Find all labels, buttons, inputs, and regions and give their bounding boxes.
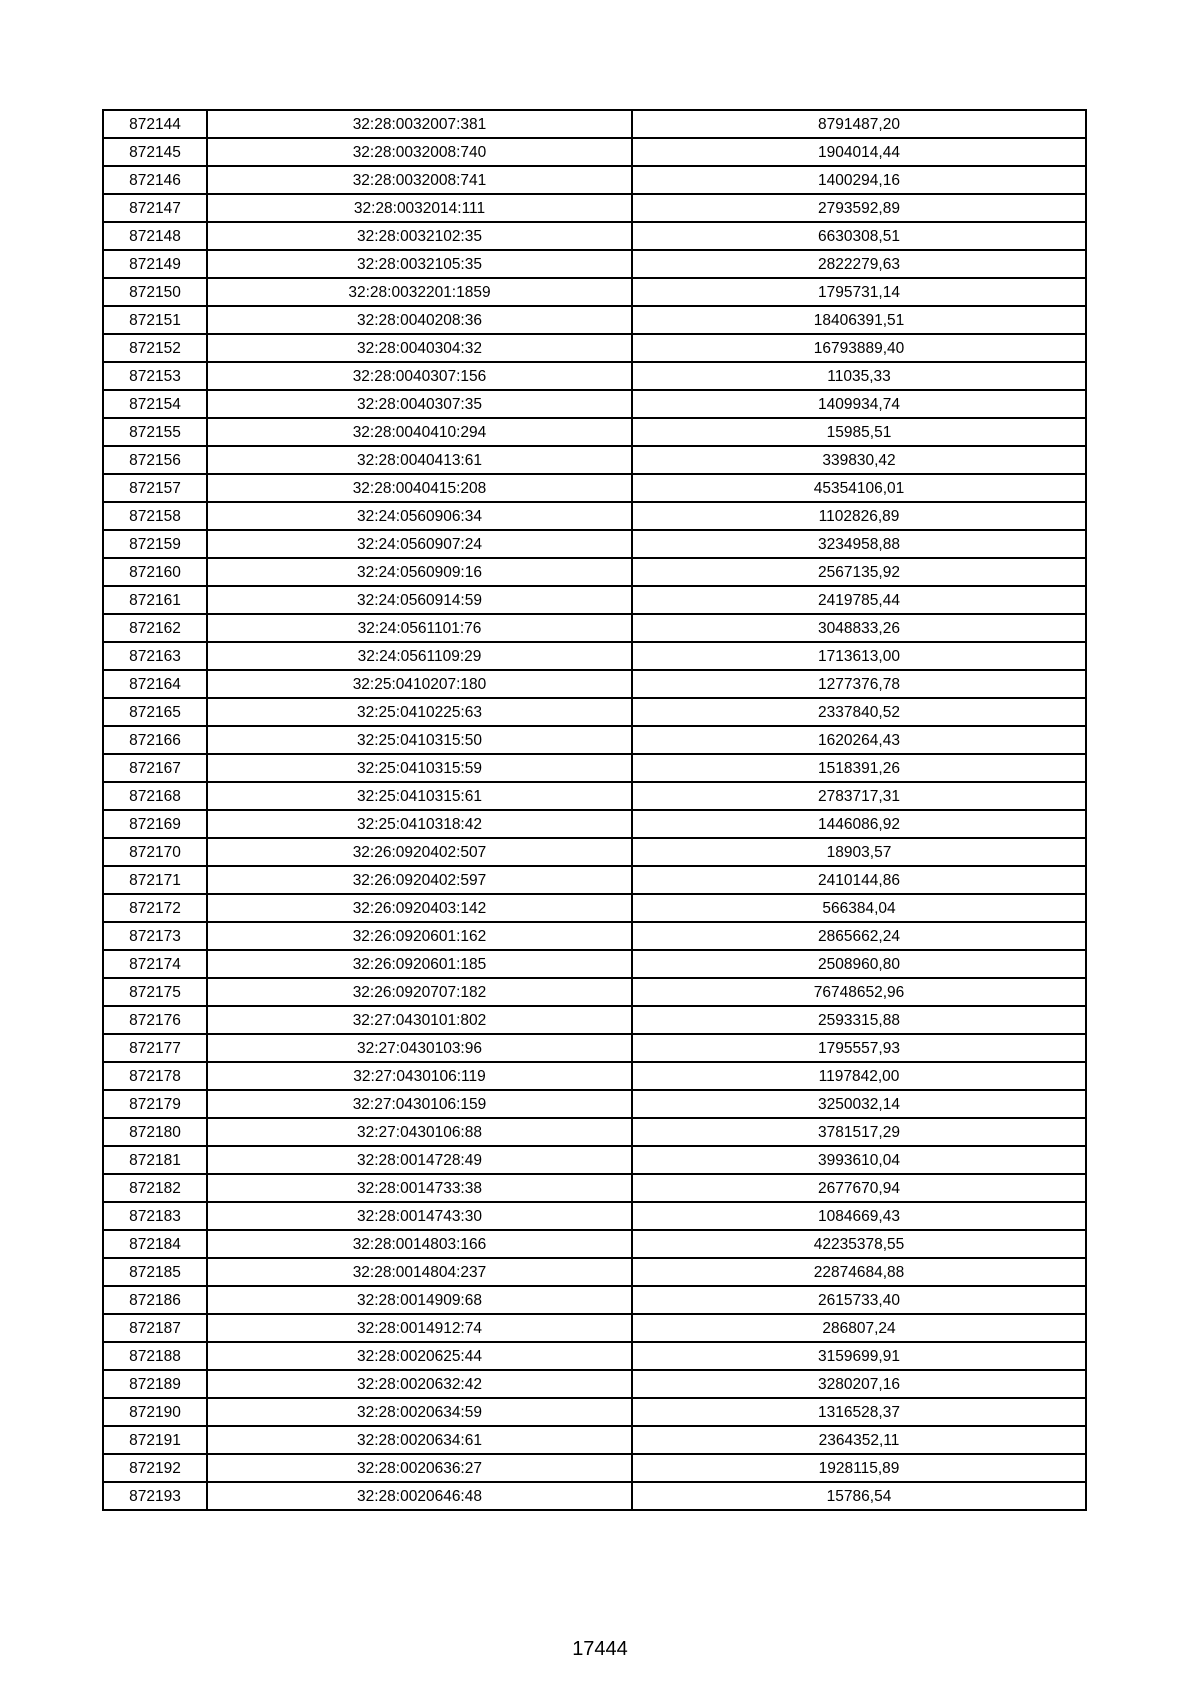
record-number-cell: 872151 xyxy=(103,306,207,334)
table-row xyxy=(103,1230,1086,1258)
value-cell: 1084669,43 xyxy=(632,1202,1086,1230)
value-cell: 286807,24 xyxy=(632,1314,1086,1342)
cadastral-number-cell: 32:28:0032008:740 xyxy=(207,138,632,166)
table-row xyxy=(103,110,1086,138)
record-number-cell: 872145 xyxy=(103,138,207,166)
record-number-cell: 872185 xyxy=(103,1258,207,1286)
value-cell: 2793592,89 xyxy=(632,194,1086,222)
record-number-cell: 872168 xyxy=(103,782,207,810)
cadastral-number-cell: 32:28:0040208:36 xyxy=(207,306,632,334)
value-cell: 3280207,16 xyxy=(632,1370,1086,1398)
value-cell: 1277376,78 xyxy=(632,670,1086,698)
cadastral-number-cell: 32:28:0040410:294 xyxy=(207,418,632,446)
table-row xyxy=(103,1202,1086,1230)
record-number-cell: 872154 xyxy=(103,390,207,418)
value-cell: 15985,51 xyxy=(632,418,1086,446)
value-cell: 6630308,51 xyxy=(632,222,1086,250)
value-cell: 3993610,04 xyxy=(632,1146,1086,1174)
record-number-cell: 872165 xyxy=(103,698,207,726)
record-number-cell: 872179 xyxy=(103,1090,207,1118)
table-row xyxy=(103,698,1086,726)
record-number-cell: 872152 xyxy=(103,334,207,362)
record-number-cell: 872189 xyxy=(103,1370,207,1398)
record-number-cell: 872155 xyxy=(103,418,207,446)
value-cell: 1795557,93 xyxy=(632,1034,1086,1062)
record-number-cell: 872159 xyxy=(103,530,207,558)
cadastral-number-cell: 32:28:0020634:59 xyxy=(207,1398,632,1426)
value-cell: 2364352,11 xyxy=(632,1426,1086,1454)
record-number-cell: 872193 xyxy=(103,1482,207,1510)
value-cell: 8791487,20 xyxy=(632,110,1086,138)
cadastral-number-cell: 32:26:0920707:182 xyxy=(207,978,632,1006)
cadastral-number-cell: 32:28:0014743:30 xyxy=(207,1202,632,1230)
records-table-body xyxy=(103,110,1086,1510)
record-number-cell: 872150 xyxy=(103,278,207,306)
record-number-cell: 872188 xyxy=(103,1342,207,1370)
record-number-cell: 872172 xyxy=(103,894,207,922)
cadastral-number-cell: 32:28:0014804:237 xyxy=(207,1258,632,1286)
record-number-cell: 872184 xyxy=(103,1230,207,1258)
value-cell: 3048833,26 xyxy=(632,614,1086,642)
cadastral-number-cell: 32:28:0020632:42 xyxy=(207,1370,632,1398)
table-row xyxy=(103,362,1086,390)
value-cell: 1446086,92 xyxy=(632,810,1086,838)
table-row xyxy=(103,278,1086,306)
record-number-cell: 872190 xyxy=(103,1398,207,1426)
table-row xyxy=(103,1454,1086,1482)
table-row xyxy=(103,866,1086,894)
table-row xyxy=(103,1398,1086,1426)
table-row xyxy=(103,222,1086,250)
record-number-cell: 872153 xyxy=(103,362,207,390)
cadastral-number-cell: 32:24:0561101:76 xyxy=(207,614,632,642)
value-cell: 22874684,88 xyxy=(632,1258,1086,1286)
cadastral-number-cell: 32:28:0014728:49 xyxy=(207,1146,632,1174)
value-cell: 1795731,14 xyxy=(632,278,1086,306)
table-row xyxy=(103,418,1086,446)
record-number-cell: 872167 xyxy=(103,754,207,782)
table-row xyxy=(103,782,1086,810)
value-cell: 2865662,24 xyxy=(632,922,1086,950)
value-cell: 2337840,52 xyxy=(632,698,1086,726)
cadastral-number-cell: 32:28:0014909:68 xyxy=(207,1286,632,1314)
table-row xyxy=(103,334,1086,362)
cadastral-number-cell: 32:25:0410315:61 xyxy=(207,782,632,810)
value-cell: 2508960,80 xyxy=(632,950,1086,978)
table-row xyxy=(103,1118,1086,1146)
cadastral-number-cell: 32:28:0040307:156 xyxy=(207,362,632,390)
table-row xyxy=(103,894,1086,922)
value-cell: 2783717,31 xyxy=(632,782,1086,810)
cadastral-number-cell: 32:28:0020634:61 xyxy=(207,1426,632,1454)
table-row xyxy=(103,1174,1086,1202)
value-cell: 1928115,89 xyxy=(632,1454,1086,1482)
cadastral-number-cell: 32:24:0560909:16 xyxy=(207,558,632,586)
table-row xyxy=(103,390,1086,418)
table-row xyxy=(103,1370,1086,1398)
record-number-cell: 872180 xyxy=(103,1118,207,1146)
record-number-cell: 872144 xyxy=(103,110,207,138)
record-number-cell: 872178 xyxy=(103,1062,207,1090)
table-row xyxy=(103,1090,1086,1118)
value-cell: 1620264,43 xyxy=(632,726,1086,754)
value-cell: 2677670,94 xyxy=(632,1174,1086,1202)
cadastral-number-cell: 32:25:0410225:63 xyxy=(207,698,632,726)
value-cell: 18903,57 xyxy=(632,838,1086,866)
cadastral-number-cell: 32:28:0032008:741 xyxy=(207,166,632,194)
record-number-cell: 872181 xyxy=(103,1146,207,1174)
record-number-cell: 872156 xyxy=(103,446,207,474)
record-number-cell: 872160 xyxy=(103,558,207,586)
record-number-cell: 872148 xyxy=(103,222,207,250)
value-cell: 15786,54 xyxy=(632,1482,1086,1510)
cadastral-number-cell: 32:28:0040415:208 xyxy=(207,474,632,502)
table-row xyxy=(103,166,1086,194)
table-row xyxy=(103,586,1086,614)
record-number-cell: 872192 xyxy=(103,1454,207,1482)
table-row xyxy=(103,978,1086,1006)
cadastral-number-cell: 32:26:0920402:597 xyxy=(207,866,632,894)
record-number-cell: 872176 xyxy=(103,1006,207,1034)
record-number-cell: 872174 xyxy=(103,950,207,978)
value-cell: 339830,42 xyxy=(632,446,1086,474)
value-cell: 2615733,40 xyxy=(632,1286,1086,1314)
table-row xyxy=(103,138,1086,166)
table-row xyxy=(103,726,1086,754)
table-row xyxy=(103,1258,1086,1286)
value-cell: 1400294,16 xyxy=(632,166,1086,194)
record-number-cell: 872171 xyxy=(103,866,207,894)
value-cell: 2593315,88 xyxy=(632,1006,1086,1034)
cadastral-number-cell: 32:28:0020636:27 xyxy=(207,1454,632,1482)
table-row xyxy=(103,250,1086,278)
record-number-cell: 872161 xyxy=(103,586,207,614)
cadastral-number-cell: 32:25:0410207:180 xyxy=(207,670,632,698)
table-row xyxy=(103,446,1086,474)
table-row xyxy=(103,1146,1086,1174)
table-row xyxy=(103,502,1086,530)
table-row xyxy=(103,950,1086,978)
cadastral-number-cell: 32:28:0020646:48 xyxy=(207,1482,632,1510)
table-row xyxy=(103,810,1086,838)
table-row xyxy=(103,1342,1086,1370)
table-row xyxy=(103,474,1086,502)
value-cell: 2419785,44 xyxy=(632,586,1086,614)
record-number-cell: 872164 xyxy=(103,670,207,698)
table-row xyxy=(103,1314,1086,1342)
value-cell: 566384,04 xyxy=(632,894,1086,922)
table-row xyxy=(103,1034,1086,1062)
cadastral-number-cell: 32:27:0430106:119 xyxy=(207,1062,632,1090)
cadastral-number-cell: 32:26:0920403:142 xyxy=(207,894,632,922)
table-row xyxy=(103,1482,1086,1510)
cadastral-number-cell: 32:28:0032102:35 xyxy=(207,222,632,250)
value-cell: 1409934,74 xyxy=(632,390,1086,418)
cadastral-number-cell: 32:27:0430103:96 xyxy=(207,1034,632,1062)
table-row xyxy=(103,194,1086,222)
table-row xyxy=(103,1062,1086,1090)
value-cell: 76748652,96 xyxy=(632,978,1086,1006)
value-cell: 1102826,89 xyxy=(632,502,1086,530)
value-cell: 1197842,00 xyxy=(632,1062,1086,1090)
table-row xyxy=(103,1286,1086,1314)
cadastral-number-cell: 32:28:0014912:74 xyxy=(207,1314,632,1342)
table-row xyxy=(103,642,1086,670)
record-number-cell: 872187 xyxy=(103,1314,207,1342)
cadastral-number-cell: 32:24:0560914:59 xyxy=(207,586,632,614)
record-number-cell: 872166 xyxy=(103,726,207,754)
record-number-cell: 872175 xyxy=(103,978,207,1006)
table-row xyxy=(103,670,1086,698)
cadastral-number-cell: 32:28:0014733:38 xyxy=(207,1174,632,1202)
record-number-cell: 872146 xyxy=(103,166,207,194)
cadastral-number-cell: 32:25:0410315:50 xyxy=(207,726,632,754)
value-cell: 1904014,44 xyxy=(632,138,1086,166)
table-row xyxy=(103,558,1086,586)
cadastral-number-cell: 32:27:0430101:802 xyxy=(207,1006,632,1034)
value-cell: 3159699,91 xyxy=(632,1342,1086,1370)
value-cell: 42235378,55 xyxy=(632,1230,1086,1258)
value-cell: 2567135,92 xyxy=(632,558,1086,586)
page-number: 17444 xyxy=(572,1638,628,1660)
cadastral-number-cell: 32:28:0032014:111 xyxy=(207,194,632,222)
table-row xyxy=(103,922,1086,950)
value-cell: 16793889,40 xyxy=(632,334,1086,362)
records-table xyxy=(102,109,1087,1511)
cadastral-number-cell: 32:28:0014803:166 xyxy=(207,1230,632,1258)
cadastral-number-cell: 32:27:0430106:159 xyxy=(207,1090,632,1118)
cadastral-number-cell: 32:28:0032105:35 xyxy=(207,250,632,278)
cadastral-number-cell: 32:28:0032007:381 xyxy=(207,110,632,138)
record-number-cell: 872162 xyxy=(103,614,207,642)
cadastral-number-cell: 32:26:0920402:507 xyxy=(207,838,632,866)
record-number-cell: 872173 xyxy=(103,922,207,950)
cadastral-number-cell: 32:24:0560906:34 xyxy=(207,502,632,530)
record-number-cell: 872157 xyxy=(103,474,207,502)
table-row xyxy=(103,1006,1086,1034)
cadastral-number-cell: 32:25:0410315:59 xyxy=(207,754,632,782)
value-cell: 1713613,00 xyxy=(632,642,1086,670)
cadastral-number-cell: 32:28:0032201:1859 xyxy=(207,278,632,306)
record-number-cell: 872183 xyxy=(103,1202,207,1230)
table-row xyxy=(103,1426,1086,1454)
cadastral-number-cell: 32:26:0920601:162 xyxy=(207,922,632,950)
cadastral-number-cell: 32:24:0560907:24 xyxy=(207,530,632,558)
value-cell: 18406391,51 xyxy=(632,306,1086,334)
cadastral-number-cell: 32:28:0020625:44 xyxy=(207,1342,632,1370)
value-cell: 2822279,63 xyxy=(632,250,1086,278)
table-row xyxy=(103,754,1086,782)
table-row xyxy=(103,614,1086,642)
record-number-cell: 872158 xyxy=(103,502,207,530)
record-number-cell: 872182 xyxy=(103,1174,207,1202)
record-number-cell: 872186 xyxy=(103,1286,207,1314)
value-cell: 1518391,26 xyxy=(632,754,1086,782)
record-number-cell: 872177 xyxy=(103,1034,207,1062)
value-cell: 2410144,86 xyxy=(632,866,1086,894)
cadastral-number-cell: 32:26:0920601:185 xyxy=(207,950,632,978)
value-cell: 3234958,88 xyxy=(632,530,1086,558)
table-row xyxy=(103,530,1086,558)
value-cell: 1316528,37 xyxy=(632,1398,1086,1426)
value-cell: 11035,33 xyxy=(632,362,1086,390)
record-number-cell: 872170 xyxy=(103,838,207,866)
value-cell: 3250032,14 xyxy=(632,1090,1086,1118)
record-number-cell: 872149 xyxy=(103,250,207,278)
value-cell: 45354106,01 xyxy=(632,474,1086,502)
cadastral-number-cell: 32:25:0410318:42 xyxy=(207,810,632,838)
cadastral-number-cell: 32:27:0430106:88 xyxy=(207,1118,632,1146)
table-row xyxy=(103,838,1086,866)
cadastral-number-cell: 32:28:0040413:61 xyxy=(207,446,632,474)
cadastral-number-cell: 32:24:0561109:29 xyxy=(207,642,632,670)
cadastral-number-cell: 32:28:0040307:35 xyxy=(207,390,632,418)
table-row xyxy=(103,306,1086,334)
cadastral-number-cell: 32:28:0040304:32 xyxy=(207,334,632,362)
record-number-cell: 872191 xyxy=(103,1426,207,1454)
record-number-cell: 872169 xyxy=(103,810,207,838)
record-number-cell: 872147 xyxy=(103,194,207,222)
value-cell: 3781517,29 xyxy=(632,1118,1086,1146)
record-number-cell: 872163 xyxy=(103,642,207,670)
